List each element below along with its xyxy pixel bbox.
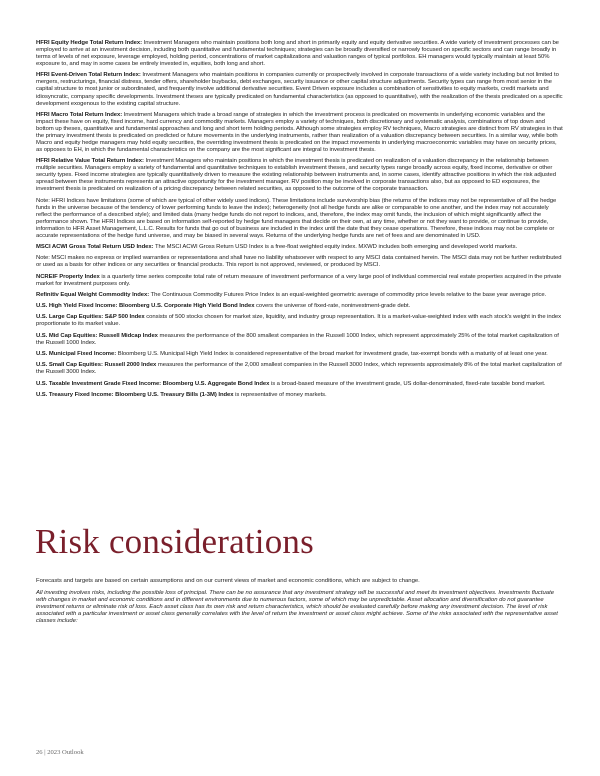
section-heading: Risk considerations <box>35 522 314 561</box>
index-definition: NCREIF Property Index is a quarterly time series composite total rate of return measure of investment performance of a very large pool of individual commercial real estate properties acquired in the private market for investment purposes only. <box>36 273 562 287</box>
hfri-note: Note: HFRI Indices have limitations (some of which are typical of other widely used indices). These limitations include survivorship bias (the returns of the indices may not be representative of all the hedge funds in the universe because of the tendency of lower performing funds to leave the index); heterogeneity (not all hedge funds are alike or comparable to one another, and the index may not accurately reflect the performance of a described style); and limited data (many hedge funds do not report to indices, and, therefore, the index may omit funds, the inclusion of which might significantly affect the performance shown. The HFRI Indices are based on information self-reported by hedge fund managers that decide on their own, at any time, whether or not they want to provide, or continue to provide, information to HFR Asset Management, L.L.C. Results for funds that go out of business are included in the index until the date that they cease operations. Therefore, these indices may not be complete or accurate representations of the hedge fund universe, and may be biased in several ways. Returns of the underlying hedge funds are net of fees and are denominated in USD. <box>36 197 557 239</box>
page-footer: 26 | 2023 Outlook <box>36 749 84 756</box>
index-definition: MSCI ACWI Gross Total Return USD Index: The MSCI ACWI Gross Return USD Index is a free-float weighted equity index. MXWD includes both emerging and developed world markets. <box>36 244 518 251</box>
index-definition: U.S. Taxable Investment Grade Fixed Income: Bloomberg U.S. Aggregate Bond Index is a broad-based measure of the investment grade, US dollar-denominated, fixed-rate taxable bond market. <box>36 380 546 387</box>
index-definition: U.S. Small Cap Equities: Russell 2000 Index measures the performance of the 2,000 smallest companies in the Russell 3000 Index, which represents approximately 8% of the total market capitalization of the Russell 3000 Index. <box>36 362 562 376</box>
risk-lead-paragraph: Forecasts and targets are based on certain assumptions and on our current views of market and economic conditions, which are subject to change. <box>36 578 420 584</box>
index-definitions <box>36 40 563 403</box>
index-definition: HFRI Relative Value Total Return Index: Investment Managers who maintain positions in which the investment thesis is predicated on realization of a valuation discrepancy in the relationship between multiple securities. Managers employ a variety of fundamental and quantitative techniques to establish investment theses, and security types range broadly across equity, fixed income, derivative or other security types. Fixed income strategies are typically quantitatively driven to measure the existing relationship between instruments and, in some cases, identify attractive positions in which the risk adjusted spread between these instruments represents an attractive opportunity for the investment manager. RV position may be involved in corporate transactions also, but as opposed to ED exposures, the investment thesis is predicated on realization of a pricing discrepancy between related securities, as opposed to the outcome of the corporate transaction. <box>36 158 556 193</box>
index-definition: HFRI Event-Driven Total Return Index: Investment Managers who maintain positions in companies currently or prospectively involved in corporate transactions of a wide variety including but not limited to mergers, restructurings, financial distress, tender offers, shareholder buybacks, debt exchanges, security issuance or other capital structure adjustments. Security types can range from most senior in the capital structure to most junior or subordinated, and frequently involve additional derivative securities. Event Driven exposure includes a combination of sensitivities to equity markets, credit markets and idiosyncratic, company specific developments. Investment theses are typically predicated on fundamental characteristics (as opposed to quantitative), with the realization of the thesis predicated on a specific development exogenous to the existing capital structure. <box>36 72 563 107</box>
risk-disclosure-paragraph: All investing involves risks, including the possible loss of principal. There can be no assurance that any investment strategy will be successful and meet its investment objectives. Investments fluctuate with changes in market and economic conditions and in different environments due to numerous factors, some of which may be unpredictable. Asset allocation and diversification do not guarantee investment returns or eliminate risk of loss. Each asset class has its own risk and return characteristics, which should be evaluated carefully before making any investment decision. The level of risk associated with a particular investment or asset class generally correlates with the level of return the investment or asset class might achieve. Some of the risks associated with the representative asset classes include: <box>36 590 558 625</box>
index-definition: U.S. High Yield Fixed Income: Bloomberg U.S. Corporate High Yield Bond Index covers the universe of fixed-rate, noninvestment-grade debt. <box>36 303 411 310</box>
index-definition: U.S. Treasury Fixed Income: Bloomberg U.S. Treasury Bills (1-3M) Index is representative of money markets. <box>36 391 327 398</box>
index-definition: U.S. Large Cap Equities: S&P 500 Index consists of 500 stocks chosen for market size, liquidity, and industry group representation. It is a market-value-weighted index with each stock's weight in the index proportionate to its market value. <box>36 314 561 328</box>
index-definition: HFRI Macro Total Return Index: Investment Managers which trade a broad range of strategies in which the investment process is predicated on movements in underlying economic variables and the impact these have on equity, fixed income, hard currency and commodity markets. Managers employ a variety of techniques, both discretionary and systematic analysis, combinations of top down and bottom up theses, quantitative and fundamental approaches and long and short term holding periods. Although some strategies employ RV techniques, Macro strategies are distinct from RV strategies in that the primary investment thesis is predicated on predicted or future movements in the underlying instruments, rather than realization of a valuation discrepancy between securities. In a similar way, while both Macro and equity hedge managers may hold equity securities, the overriding investment thesis is predicated on the impact movements in underlying macroeconomic variables may have on security prices, as opposes to EH, in which the fundamental characteristics on the company are the most significant are integral to investment thesis. <box>36 111 563 154</box>
msci-note: Note: MSCI makes no express or implied warranties or representations and shall have no liability whatsoever with respect to any MSCI data contained herein. The MSCI data may not be further redistributed or used as a basis for other indices or any securities or financial products. This report is not approved, reviewed, or produced by MSCI. <box>36 255 562 269</box>
index-definition: U.S. Mid Cap Equities: Russell Midcap Index measures the performance of the 800 smallest companies in the Russell 1000 Index, which represent approximately 25% of the total market capitalization of the Russell 1000 Index. <box>36 332 559 346</box>
index-definition: Refinitiv Equal Weight Commodity Index: The Continuous Commodity Futures Price Index is an equal-weighted geometric average of commodity price levels relative to the base year average price. <box>36 291 547 298</box>
index-definition: U.S. Municipal Fixed Income: Bloomberg U.S. Municipal High Yield Index is considered representative of the broad market for investment grade, tax-exempt bonds with a maturity of at least one year. <box>36 350 548 357</box>
risk-considerations-body <box>36 578 563 625</box>
index-definition: HFRI Equity Hedge Total Return Index: Investment Managers who maintain positions both long and short in primarily equity and equity derivative securities. A wide variety of investment processes can be employed to arrive at an investment decision, including both quantitative and fundamental techniques; strategies can be broadly diversified or narrowly focused on specific sectors and can range broadly in terms of levels of net exposure, leverage employed, holding period, concentrations of market capitalizations and valuation ranges of typical portfolios. EH managers would typically maintain at least 50% exposure to, and may in some cases be entirely invested in, equities, both long and short. <box>36 40 559 68</box>
